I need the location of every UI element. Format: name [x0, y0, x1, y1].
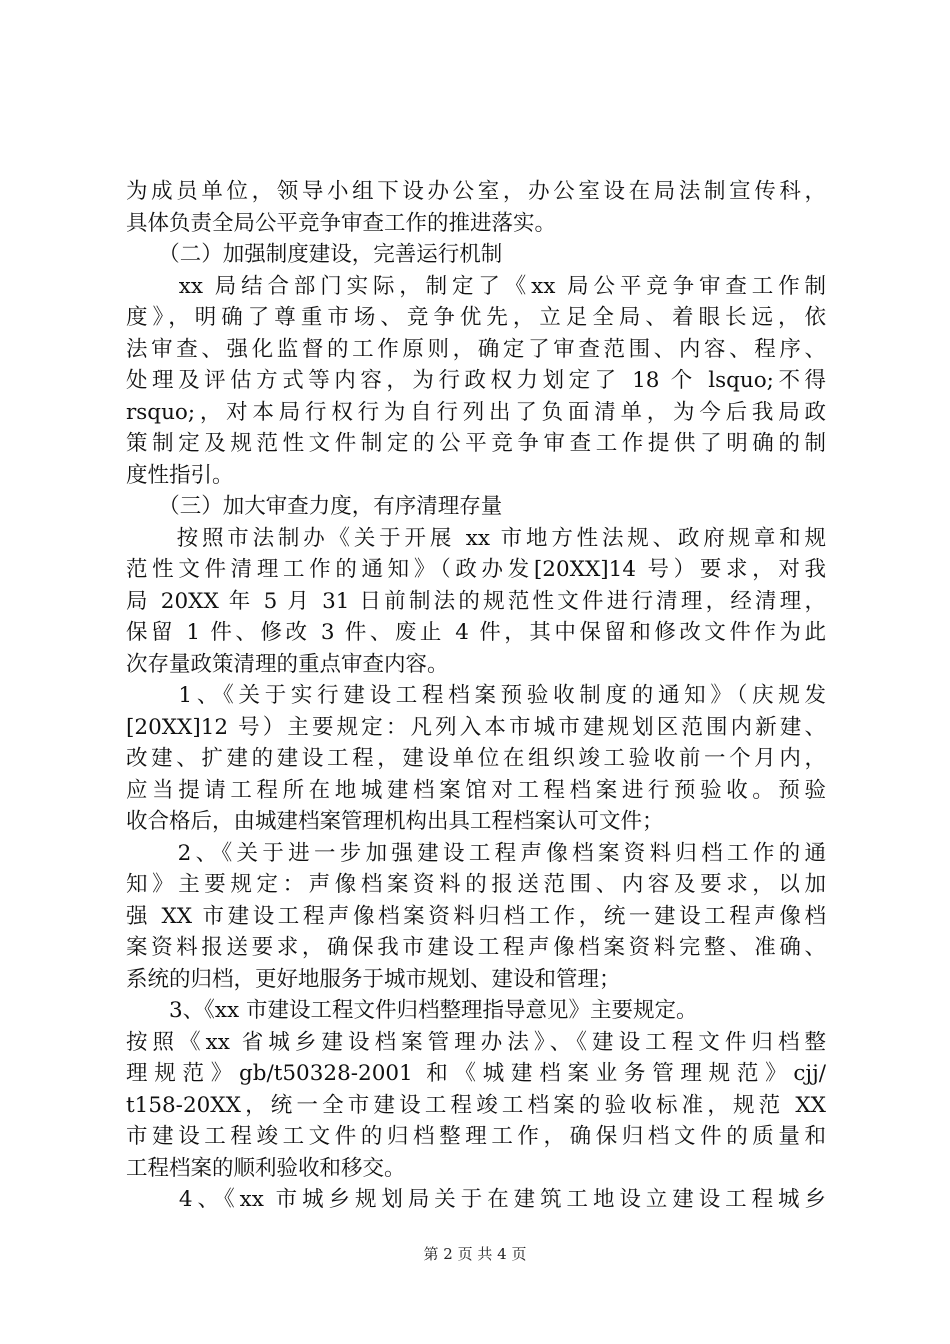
text-line: 法审查、强化监督的工作原则，确定了审查范围、内容、程序、 [126, 336, 826, 362]
text-line: xx 局结合部门实际，制定了《xx 局公平竞争审查工作制 [126, 273, 826, 299]
text-line: 应当提请工程所在地城建档案馆对工程档案进行预验收。预验 [126, 777, 826, 803]
text-line: 次存量政策清理的重点审查内容。 [126, 651, 449, 677]
text-line: 按照《xx 省城乡建设档案管理办法》、《建设工程文件归档整 [126, 1029, 826, 1055]
text-line: 系统的归档，更好地服务于城市规划、建设和管理； [126, 966, 621, 992]
text-line: 度》，明确了尊重市场、竞争优先，立足全局、着眼长远，依 [126, 305, 826, 330]
text-line: 为成员单位，领导小组下设办公室，办公室设在局法制宣传科， [126, 179, 826, 204]
text-line: 按照市法制办《关于开展 xx 市地方性法规、政府规章和规 [126, 525, 826, 551]
text-line: 范性文件清理工作的通知》（政办发[20XX]14 号）要求，对我 [126, 557, 826, 582]
text-line: 改建、扩建的建设工程，建设单位在组织竣工验收前一个月内， [126, 746, 826, 771]
text-line: 工程档案的顺利验收和移交。 [126, 1155, 406, 1181]
text-line: 强 XX 市建设工程声像档案资料归档工作，统一建设工程声像档 [126, 903, 826, 929]
text-line: 局 20XX 年 5 月 31 日前制法的规范性文件进行清理，经清理， [126, 588, 826, 614]
page-number-footer: 第 2 页 共 4 页 [423, 1245, 527, 1263]
text-line: 收合格后，由城建档案管理机构出具工程档案认可文件； [126, 809, 664, 834]
text-line: 案资料报送要求，确保我市建设工程声像档案资料完整、准确、 [126, 935, 826, 960]
text-line: 具体负责全局公平竞争审查工作的推进落实。 [126, 210, 557, 236]
text-line: 保留 1 件、修改 3 件、废止 4 件，其中保留和修改文件作为此 [126, 620, 826, 645]
text-line: 理规范》gb/t50328-2001 和《城建档案业务管理规范》cjj/ [126, 1061, 826, 1086]
document-body [126, 176, 826, 1216]
text-line: 策制定及规范性文件制定的公平竞争审查工作提供了明确的制 [126, 431, 826, 456]
text-line: 3、《xx 市建设工程文件归档整理指导意见》主要规定。 [126, 998, 698, 1023]
text-line: 知》主要规定：声像档案资料的报送范围、内容及要求，以加 [126, 872, 826, 897]
text-line: 4、《xx 市城乡规划局关于在建筑工地设立建设工程城乡 [126, 1187, 826, 1212]
text-line: [20XX]12 号）主要规定：凡列入本市城市建规划区范围内新建、 [126, 714, 826, 740]
text-line: 1、《关于实行建设工程档案预验收制度的通知》（庆规发 [126, 683, 826, 708]
text-line: 度性指引。 [126, 462, 234, 488]
section-heading: （三）加大审查力度，有序清理存量 [126, 494, 503, 519]
text-line: 处理及评估方式等内容，为行政权力划定了 18 个 lsquo;不得 [126, 368, 826, 393]
section-heading: （二）加强制度建设，完善运行机制 [126, 242, 503, 267]
text-line: rsquo;，对本局行权行为自行列出了负面清单，为今后我局政 [126, 399, 826, 425]
text-line: 市建设工程竣工文件的归档整理工作，确保归档文件的质量和 [126, 1124, 826, 1149]
text-line: t158-20XX，统一全市建设工程竣工档案的验收标准，规范 XX [126, 1092, 826, 1118]
text-line: 2、《关于进一步加强建设工程声像档案资料归档工作的通 [126, 840, 826, 866]
